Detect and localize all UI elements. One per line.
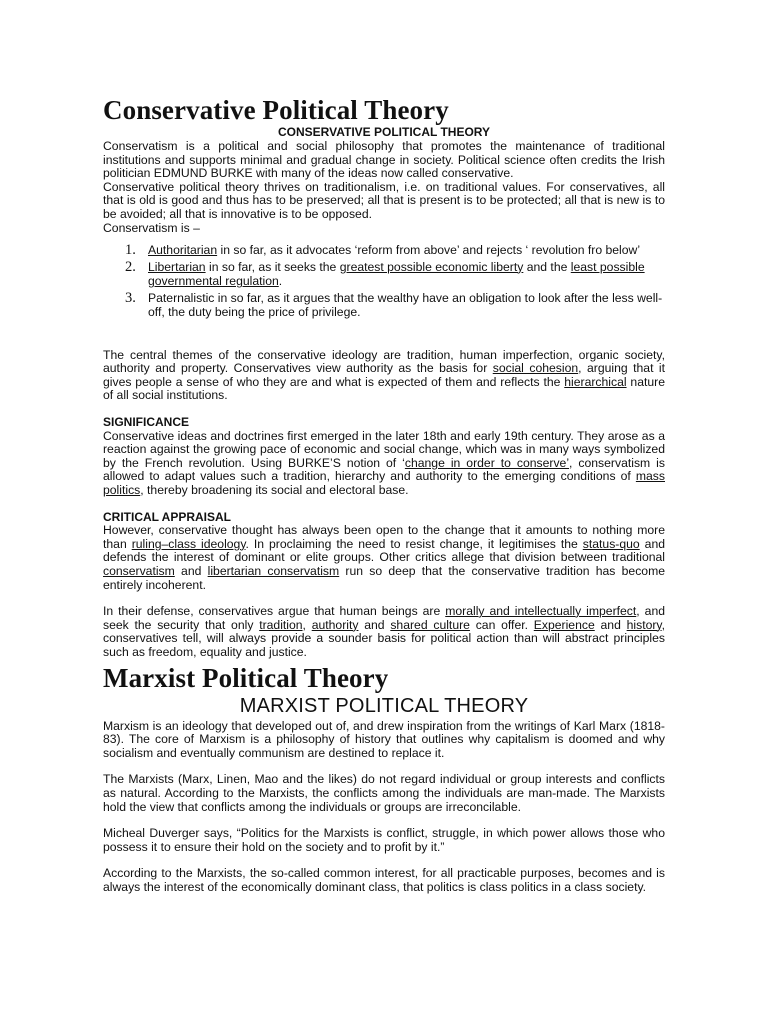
list-item — [125, 242, 665, 259]
list-text: in so far, as it advocates ‘reform from above’ and rejects ‘ revolution fro below’ — [217, 243, 641, 258]
underlined-term: social cohesion — [492, 361, 579, 376]
list-number: 3. — [125, 289, 136, 306]
underlined-term: shared culture — [390, 617, 470, 632]
underlined-term: authority — [311, 617, 359, 632]
conservative-title: Conservative Political Theory — [103, 95, 449, 125]
critical-appraisal-heading: CRITICAL APPRAISAL — [103, 509, 232, 524]
list-number: 1. — [125, 242, 136, 259]
underlined-term: Experience — [533, 617, 595, 632]
paragraph-critical-appraisal: However, conservative thought has always been open to the change that it amounts to nothing more than ruling–class ideology. In proclaiming the need to resist change, it legitimises the status-quo and defends the interest of dominant or elite groups. Other critics allege that division between traditional conservatism and libertarian conservatism run so deep that the conservative tradition has become entirely incoherent. — [103, 523, 666, 592]
underlined-term: Libertarian — [148, 259, 206, 274]
list-text: in so far, as it seeks the — [205, 259, 340, 274]
underlined-term: libertarian conservatism — [207, 563, 340, 578]
list-item — [125, 258, 665, 289]
underlined-term: ruling–class ideology — [131, 536, 246, 551]
paragraph-marxists-conflicts: The Marxists (Marx, Linen, Mao and the likes) do not regard individual or group interests and conflicts as natural. According to the Marxists, the conflicts among the individuals are man-made. The Marxists hold the view that conflicts among the individuals or groups are irreconcilable. — [103, 772, 665, 814]
underlined-term: status-quo — [582, 536, 640, 551]
significance-heading: SIGNIFICANCE — [103, 415, 190, 430]
paragraph-intro: Conservatism is a political and social philosophy that promotes the maintenance of traditional institutions and supports minimal and gradual change in society. Political science often credits the Irish politician EDMUND BURKE with many of the ideas now called conservative. — [103, 139, 665, 181]
underlined-term: Authoritarian — [148, 243, 218, 258]
marxist-subtitle: MARXIST POLITICAL THEORY — [239, 694, 529, 717]
paragraph-defense: In their defense, conservatives argue that human beings are morally and intellectually imperfect, and seek the security that only tradition, authority and shared culture can offer. Experience and history, conservatives tell, will always provide a sounder basis for political action than will abstract principles such as freedom, equality and justice. — [103, 604, 666, 659]
list-number: 2. — [125, 258, 136, 275]
underlined-term: tradition — [259, 617, 303, 632]
underlined-term: change in order to conserve’ — [404, 455, 570, 470]
paragraph-duverger-quote: Micheal Duverger says, “Politics for the Marxists is conflict, struggle, in which power allows those who possess it to ensure their hold on the society and to profit by it.” — [103, 826, 665, 854]
paragraph-conservatism-is: Conservatism is – — [103, 220, 200, 235]
list-text: Paternalistic in so far, as it argues that the wealthy have an obligation to look after the less well-off, the duty being the price of privilege. — [148, 290, 663, 320]
list-text: . — [278, 274, 283, 289]
underlined-term: morally and intellectually imperfect — [445, 604, 637, 619]
conservatism-list — [103, 243, 665, 320]
underlined-term: greatest possible economic liberty — [339, 259, 524, 274]
underlined-term: mass politics — [103, 469, 665, 497]
list-text: and the — [523, 259, 571, 274]
paragraph-marxism-intro: Marxism is an ideology that developed out of, and drew inspiration from the writings of Karl Marx (1818-83). The core of Marxism is a philosophy of history that outlines why capitalism is doomed and why socialism and eventually communism are destined to replace it. — [103, 718, 665, 760]
conservative-subtitle: CONSERVATIVE POLITICAL THEORY — [277, 125, 491, 139]
paragraph-traditionalism: Conservative political theory thrives on traditionalism, i.e. on traditional values. For conservatives, all that is old is good and thus has to be preserved; all that is present is to be protected; all that is new is to be avoided; all that is innovative is to be opposed. — [103, 179, 665, 221]
marxist-title: Marxist Political Theory — [103, 662, 389, 693]
paragraph-common-interest: According to the Marxists, the so-called common interest, for all practicable purposes, becomes and is always the interest of the economically dominant class, that politics is class politics in a class society. — [103, 866, 665, 894]
list-item — [125, 289, 665, 320]
underlined-term: conservatism — [103, 563, 175, 578]
paragraph-central-themes: The central themes of the conservative ideology are tradition, human imperfection, organic society, authority and property. Conservatives view authority as the basis for social cohesion, arguing that it gives people a sense of who they are and what is expected of them and reflects the hierarchical nature of all social institutions. — [103, 347, 666, 403]
underlined-term: hierarchical — [564, 374, 627, 389]
underlined-term: history — [626, 617, 662, 632]
paragraph-significance: Conservative ideas and doctrines first emerged in the later 18th and early 19th century. They arose as a reaction against the growing pace of economic and social change, which was in many ways symbolized by the French revolution. Using BURKE’S notion of ‘change in order to conserve’, conservatism is allowed to adapt values such a tradition, hierarchy and authority to the emerging conditions of mass politics, thereby broadening its social and electoral base. — [103, 428, 665, 497]
underlined-term: least possible governmental regulation — [148, 259, 645, 289]
